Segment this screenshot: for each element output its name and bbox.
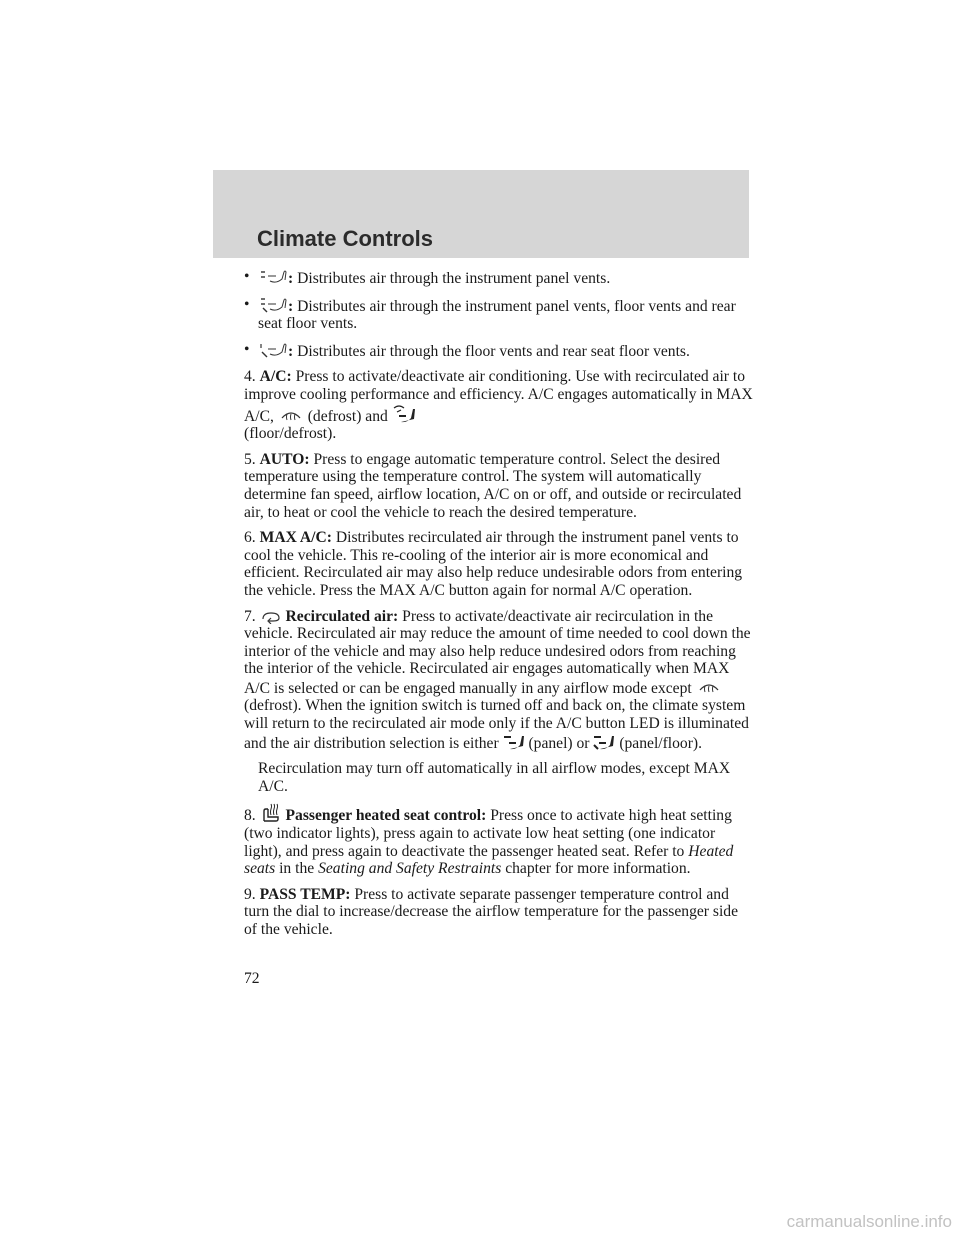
item-number: 9. — [244, 885, 256, 903]
item-text: Press to engage automatic temperature control. Select the desired temperature using the temperature control. The system will automatically determine fan speed, airflow location, A/C on or off, and outside or recirculated air, to heat or cool the vehicle to reach the desired temperature. — [244, 450, 742, 521]
floor-vent-icon — [258, 341, 288, 359]
cross-reference: Seating and Safety Restraints — [318, 860, 502, 878]
item-text: (defrost) and — [307, 407, 388, 425]
bullet-colon: : — [288, 270, 294, 287]
item-pass-temp — [244, 886, 754, 939]
item-recirculated-air — [244, 608, 754, 753]
panel-vent-icon — [258, 268, 288, 286]
defrost-icon — [696, 678, 722, 696]
item-text: Press once to activate high heat setting (two indicator lights), press again to activate low heat setting (one indicator light), and press again to deactivate the passenger heated seat. Refer to — [244, 807, 732, 860]
item-text: (panel) or — [528, 734, 590, 752]
item-label: A/C: — [259, 368, 292, 386]
item-label: Recirculated air: — [285, 607, 399, 625]
item-number: 8. — [244, 807, 256, 825]
item-max-ac — [244, 529, 754, 599]
bullet-panel-floor — [244, 296, 754, 333]
bullet-floor — [244, 341, 754, 361]
panel-floor-vent-icon — [258, 296, 288, 314]
floor-defrost-icon — [392, 404, 416, 424]
bullet-dot: • — [244, 295, 250, 313]
item-text: in the — [279, 860, 315, 878]
bullet-text: Distributes air through the instrument panel vents, floor vents and rear seat floor vents. — [258, 297, 736, 333]
heated-seat-icon — [260, 803, 282, 823]
panel-icon — [503, 733, 525, 751]
page-content — [244, 268, 754, 947]
item-text: (panel/floor). — [619, 734, 703, 752]
watermark: carmanualsonline.info — [786, 1212, 952, 1231]
bullet-dot: • — [244, 340, 250, 358]
item-number: 4. — [244, 368, 256, 386]
item-text: Distributes recirculated air through the instrument panel vents to cool the vehicle. This re-cooling of the interior air is more economical and efficient. Recirculated air may also help reduce undesirable odors from entering the vehicle. Press the MAX A/C button again for normal A/C operation. — [244, 529, 743, 599]
defrost-icon — [278, 406, 304, 424]
item-passenger-heated-seat — [244, 803, 754, 877]
item-ac — [244, 368, 754, 442]
bullet-panel — [244, 268, 754, 288]
bullet-colon: : — [288, 342, 294, 360]
item-text: Press to activate/deactivate air recirculation in the vehicle. Recirculated air may reduce the amount of time needed to cool down the interior of the vehicle and may also help reduce undesired odors from reaching the interior of the vehicle. Recirculated air engages automatically when MAX A/C is selected or can be engaged manually in any airflow mode except — [244, 607, 751, 697]
item-label: PASS TEMP: — [259, 885, 351, 903]
item-number: 5. — [244, 450, 256, 468]
bullet-colon: : — [288, 297, 294, 315]
item-auto — [244, 451, 754, 521]
item-text: (defrost). When the ignition switch is turned off and back on, the climate system will return to the recirculated air mode only if the A/C button LED is illuminated and the air distribution selection is either — [244, 697, 749, 752]
cross-reference: Heated seats — [244, 842, 734, 878]
bullet-dot: • — [244, 268, 250, 285]
item-label: AUTO: — [259, 450, 310, 468]
item-label: Passenger heated seat control: — [285, 807, 487, 825]
page-number: 72 — [244, 970, 260, 987]
item-text: Press to activate separate passenger temperature control and turn the dial to increase/decrease the airflow temperature for the passenger side of the vehicle. — [244, 885, 739, 938]
bullet-text: Distributes air through the floor vents and rear seat floor vents. — [297, 342, 690, 360]
item-text: chapter for more information. — [505, 860, 691, 878]
item-text: Press to activate/deactivate air conditioning. Use with recirculated air to improve cooling performance and efficiency. A/C engages automatically in MAX A/C, — [244, 368, 753, 425]
recirculation-note: Recirculation may turn off automatically in all airflow modes, except MAX A/C. — [258, 760, 731, 795]
panel-floor-icon — [593, 733, 615, 751]
bullet-text: Distributes air through the instrument panel vents. — [297, 270, 611, 287]
item-number: 6. — [244, 529, 256, 547]
recirculation-icon — [260, 610, 282, 624]
item-text: (floor/defrost). — [244, 425, 337, 443]
item-number: 7. — [244, 607, 256, 625]
item-label: MAX A/C: — [259, 529, 332, 547]
chapter-title: Climate Controls — [257, 226, 434, 251]
